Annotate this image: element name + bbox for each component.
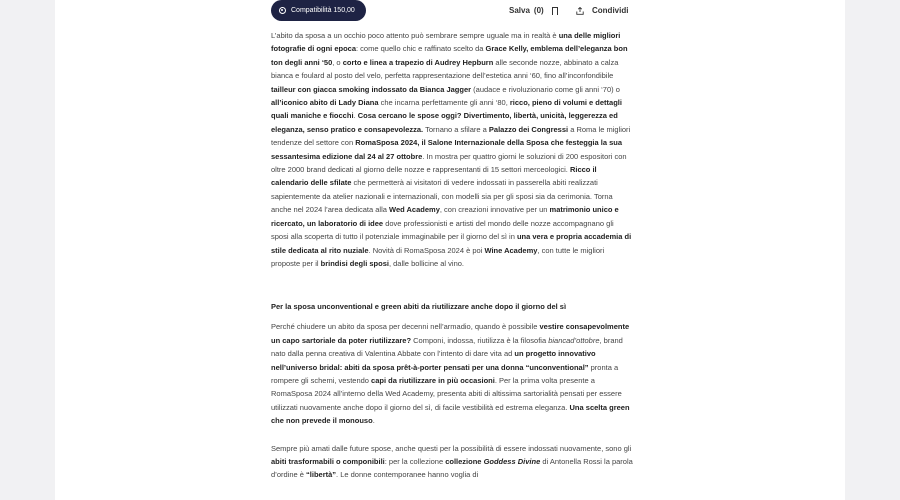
text-run: Tornano a sfilare a (423, 124, 489, 134)
section-heading: Per la sposa unconventional e green abiti da riutilizzare anche dopo il giorno del sì (271, 302, 567, 312)
text-run: una delle migliori fotografie di ogni epoca (271, 31, 621, 54)
text-run: . (353, 111, 358, 121)
text-run: Perché chiudere un abito da sposa per decenni nell’armadio, quando è possibile (271, 322, 540, 332)
text-run: di Antonella Rossi la parola d’ordine è (271, 456, 633, 480)
text-run: : come quello chic e raffinato scelto da (356, 44, 486, 54)
text-run: Componi, indossa, riutilizza è la filosofia (411, 335, 549, 345)
text-run: . In mostra per quattro giorni le soluzioni di 200 espositori con oltre 2000 brand dedicati al giorno delle nozze e rappresentanti di 15 settori merceologici. (271, 151, 627, 175)
text-run: abiti trasformabili o componibili (271, 456, 385, 466)
target-icon (279, 7, 286, 14)
text-run: , brand nato dalla penna creativa di Valentina Abbate con l’intento di dare vita ad (271, 335, 623, 359)
text-run: Ricco il calendario delle sfilate (271, 165, 597, 188)
text-run: corto e linea a trapezio di Audrey Hepburn (342, 57, 494, 67)
text-run: collezione (445, 456, 484, 466)
text-run: alle seconde nozze, abbinato a calza bianca e foulard al posto del velo, perfetta rappresentazione dell’estetica anni ‘60, fino all’inconfondibile (271, 57, 619, 81)
compatibility-label: Compatibilità 150,00 (291, 7, 355, 14)
text-run: Palazzo dei Congressi (488, 124, 569, 134)
text-run: capi da riutilizzare in più occasioni (371, 375, 495, 385)
text-run: RomaSposa 2024, il Salone Internazionale della Sposa che festeggia la sua sessantesima edizione dal 24 al 27 ottobre (271, 138, 622, 161)
text-run: all’iconico abito di Lady Diana (271, 98, 379, 108)
text-run: Una scelta green che non prevede il monouso (271, 402, 630, 426)
save-count: (0) (533, 6, 544, 15)
text-run: a Roma le migliori tendenze del settore con (271, 124, 631, 148)
bookmark-icon (552, 7, 558, 15)
share-label: Condividi (592, 6, 629, 15)
text-run: Wed Academy (389, 205, 440, 215)
text-run: vestire consapevolmente un capo sartoriale da poter riutilizzare? (271, 322, 630, 345)
text-run: brindisi degli sposi (320, 258, 389, 268)
text-run: Wine Academy (484, 245, 538, 255)
paragraph-transformable (271, 442, 633, 482)
text-run: dove professionisti e artisti del mondo delle nozze accompagnano gli sposi alla scoperta di tutto il potenziale immaginabile per il giorno del sì in (271, 218, 614, 242)
text-run: . Per la prima volta presente a RomaSposa 2024 all’interno della Wed Academy, presenta abiti di altissima sartorialità pensati per essere utilizzati nuovamente anche dopo il giorno del sì, di facile vestibilità ed estrema eleganza. (271, 375, 622, 412)
text-run: : per la collezione (384, 456, 446, 466)
paragraph-intro (271, 29, 633, 270)
text-run: “libertà” (306, 470, 337, 480)
text-run: L’abito da sposa a un occhio poco attento può sembrare sempre uguale ma in realtà è (271, 31, 559, 40)
text-run: . Novità di RomaSposa 2024 è poi (368, 245, 485, 255)
text-run: tailleur con giacca smoking indossato da Bianca Jagger (271, 84, 472, 94)
text-run: ricco, pieno di volumi e dettagli quali maniche e fiocchi (271, 98, 622, 121)
text-run: un progetto innovativo nell’universo bridal: abiti da sposa prêt-à-porter pensati per una donna “unconventional” (271, 349, 596, 372)
text-run: Grace Kelly, emblema dell’eleganza bon ton degli anni ‘50 (271, 44, 628, 67)
text-run: . Le donne contemporanee hanno voglia di (336, 470, 479, 480)
paragraph-unconventional (271, 320, 633, 427)
share-button[interactable] (576, 6, 628, 15)
text-run: , con tutte le migliori proposte per il (271, 245, 605, 268)
page-content (55, 0, 845, 500)
save-button[interactable] (509, 6, 558, 15)
text-run: Sempre più amati dalle future spose, anche questi per la possibilità di essere indossati nuovamente, sono gli (271, 443, 632, 453)
text-run: , o (332, 57, 343, 67)
text-run: che incarna perfettamente gli anni ‘80, (378, 98, 510, 108)
article-body (271, 29, 633, 496)
text-run: , dalle bollicine al vino. (388, 258, 465, 268)
compatibility-button[interactable] (271, 0, 366, 21)
text-run: . (372, 416, 375, 426)
text-run: pronta a rompere gli schemi, vestendo (271, 362, 619, 385)
text-run: , con creazioni innovative per un (439, 205, 550, 215)
save-label: Salva (509, 6, 530, 15)
text-run: biancad’ottobre (548, 335, 600, 345)
text-run: matrimonio unico e ricercato, un laboratorio di idee (271, 205, 619, 228)
article-toolbar (271, 0, 631, 22)
text-run: Goddess Divine (483, 456, 541, 466)
text-run: Cosa cercano le spose oggi? Divertimento, libertà, unicità, leggerezza ed eleganza, senso pratico e consapevolezza. (271, 111, 618, 134)
text-run: una vera e propria accademia di stile dedicata al rito nuziale (271, 232, 632, 255)
text-run: che permetterà ai visitatori di vedere indossati in passerella abiti realizzati sapientemente da atelier nazionali e internazionali, con modelli sia per gli sposi sia da cerimonia. Torna anche nel 2024 l’area dedicata alla (271, 178, 613, 215)
text-run: (audace e rivoluzionario come gli anni ‘70) o (471, 84, 620, 94)
share-icon (576, 7, 584, 15)
